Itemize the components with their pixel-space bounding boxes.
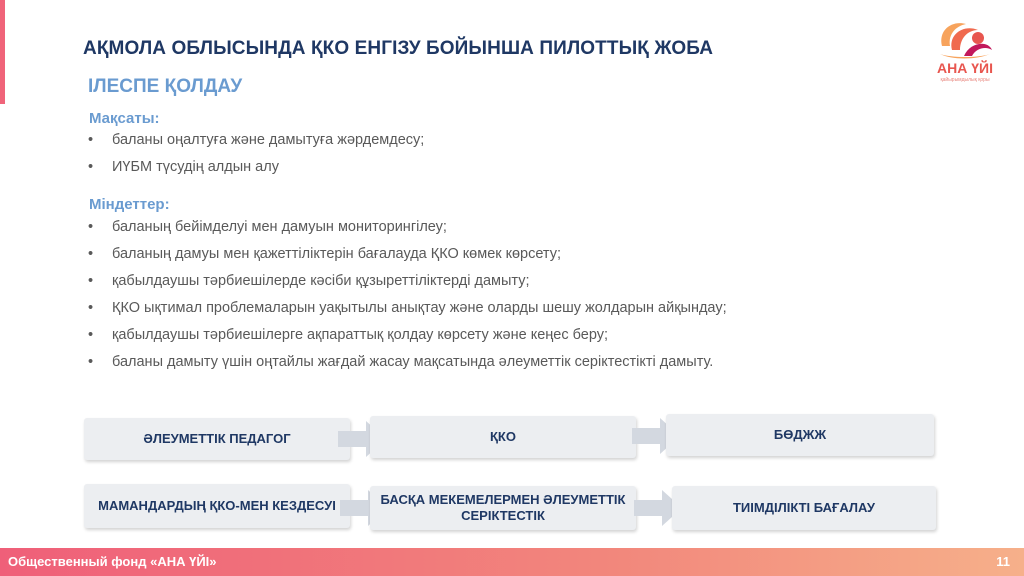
footer-organization: Общественный фонд «АНА ҮЙІ» bbox=[8, 554, 217, 569]
tasks-label: Міндеттер: bbox=[89, 196, 170, 213]
goals-label: Мақсаты: bbox=[89, 110, 160, 127]
list-item: • баланың дамуы мен қажеттіліктерін бағалауда ҚКО көмек көрсету; bbox=[88, 245, 727, 272]
slide-subtitle: ІЛЕСПЕ ҚОЛДАУ bbox=[88, 76, 243, 97]
flow-box-social-pedagogue: ӘЛЕУМЕТТІК ПЕДАГОГ bbox=[84, 418, 350, 460]
list-item: • баланың бейімделуі мен дамуын мониторингілеу; bbox=[88, 218, 727, 245]
slide-title: АҚМОЛА ОБЛЫСЫНДА ҚКО ЕНГІЗУ БОЙЫНША ПИЛОТТЫҚ ЖОБА bbox=[83, 38, 714, 59]
list-item: • қабылдаушы тәрбиешілерге ақпараттық қолдау көрсету және кеңес беру; bbox=[88, 326, 727, 353]
flow-box-efficiency-evaluation: ТИІМДІЛІКТІ БАҒАЛАУ bbox=[672, 486, 936, 530]
footer-bar bbox=[0, 548, 1024, 576]
list-item: • баланы дамыту үшін оңтайлы жағдай жасау мақсатында әлеуметтік серіктестікті дамыту. bbox=[88, 353, 727, 380]
flow-box-bodzhzh: БӨДЖЖ bbox=[666, 414, 934, 456]
page-number: 11 bbox=[996, 554, 1010, 569]
flow-box-kko: ҚКО bbox=[370, 416, 636, 458]
goals-list bbox=[88, 131, 424, 185]
logo-tagline: қайырымдылық қоры bbox=[940, 77, 990, 83]
flow-box-specialists-meeting: МАМАНДАРДЫҢ ҚКО-МЕН КЕЗДЕСУІ bbox=[84, 484, 350, 528]
list-item: • ҚКО ықтимал проблемаларын уақытылы анықтау және оларды шешу жолдарын айқындау; bbox=[88, 299, 727, 326]
list-item: • қабылдаушы тәрбиешілерде кәсіби құзыреттіліктерді дамыту; bbox=[88, 272, 727, 299]
ana-uyi-logo bbox=[930, 16, 1000, 88]
accent-bar bbox=[0, 0, 5, 104]
list-item: • баланы оңалтуға және дамытуға жәрдемдесу; bbox=[88, 131, 424, 158]
logo-name: АНА ҮЙІ bbox=[937, 60, 993, 76]
logo-mark-icon bbox=[930, 16, 1000, 62]
flow-box-social-partnership: БАСҚА МЕКЕМЕЛЕРМЕН ӘЛЕУМЕТТІК СЕРІКТЕСТІК bbox=[370, 486, 636, 530]
list-item: • ИҮБМ түсудің алдын алу bbox=[88, 158, 424, 185]
tasks-list bbox=[88, 218, 727, 380]
